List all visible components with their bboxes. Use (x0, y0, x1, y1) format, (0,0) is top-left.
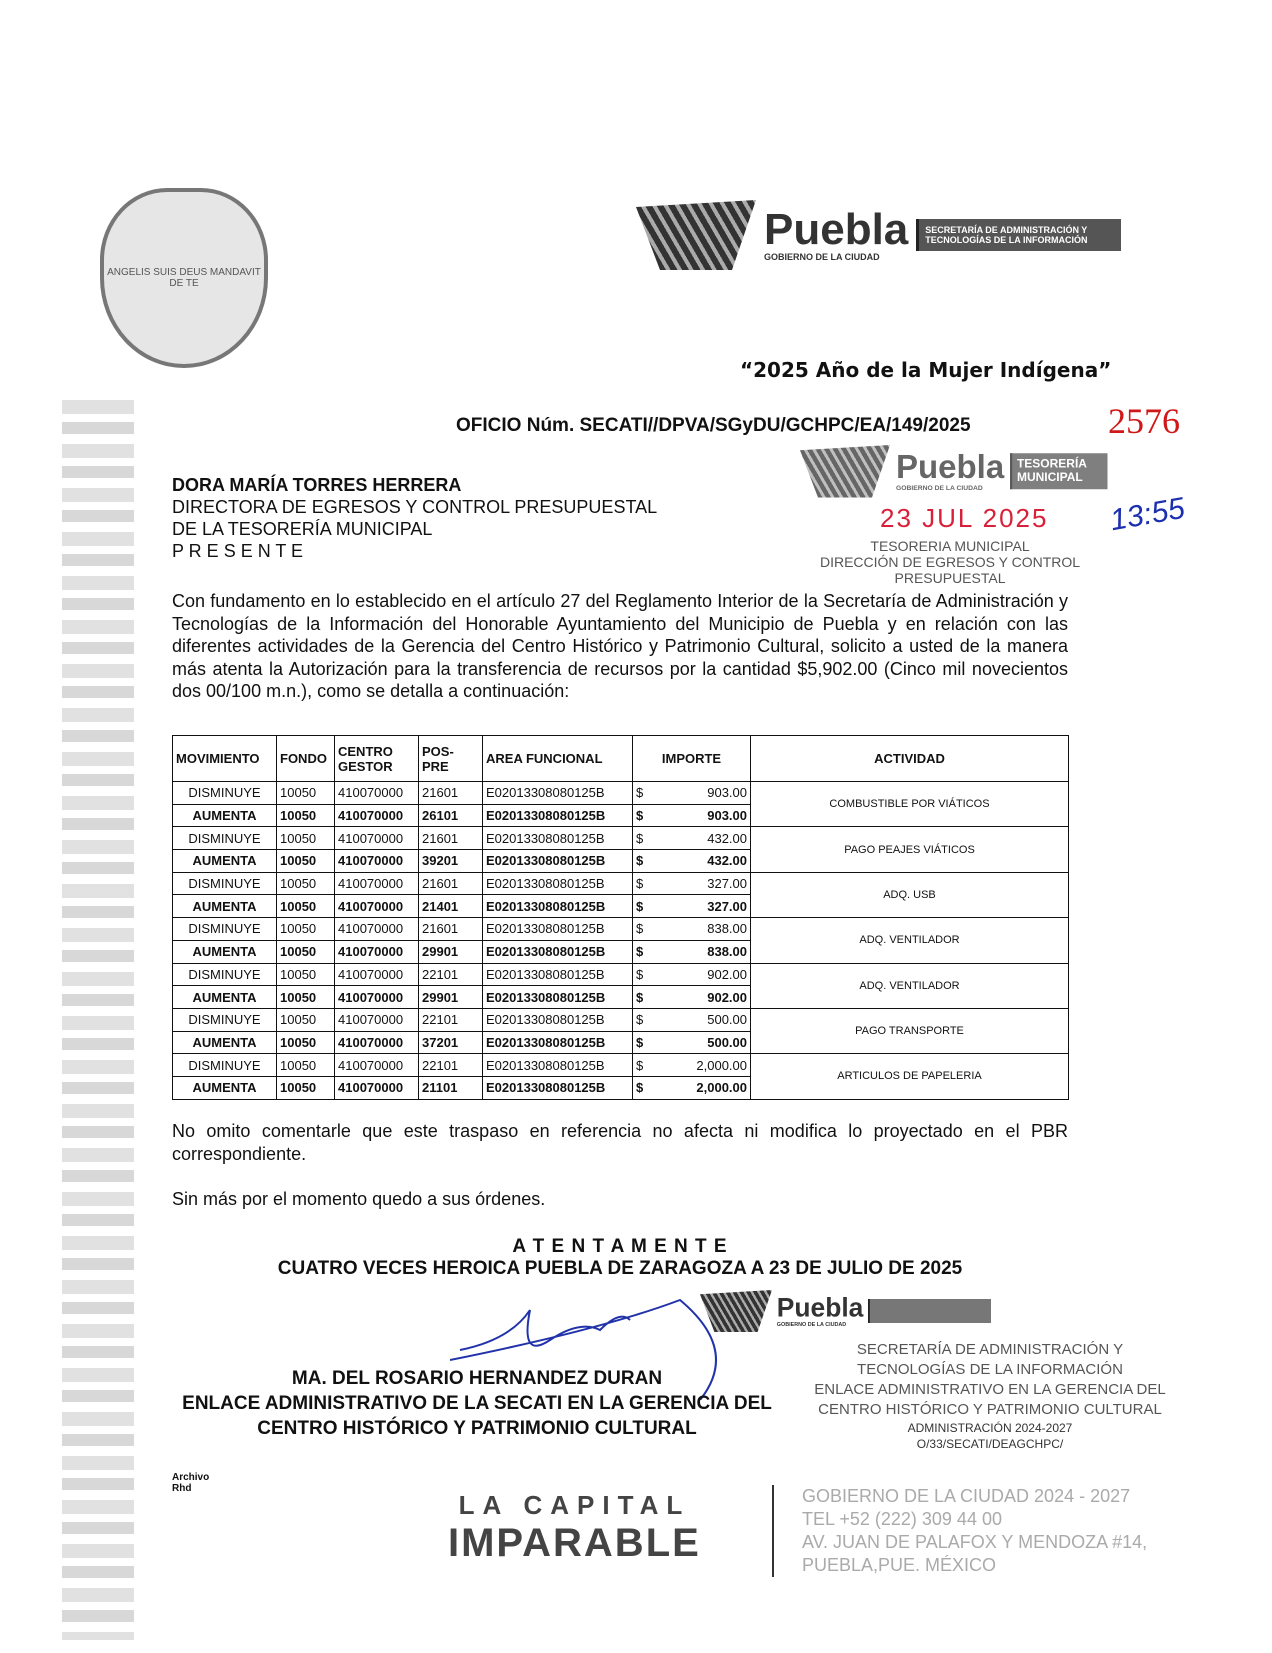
table-cell: AUMENTA (173, 986, 277, 1009)
dept-box: SECRETARÍA DE ADMINISTRACIÓN Y TECNOLOGÍAS DE LA INFORMACIÓN (916, 219, 1121, 251)
importe-cell (633, 1008, 751, 1031)
recipient-title: DIRECTORA DE EGRESOS Y CONTROL PRESUPUESTAL (172, 497, 658, 517)
table-cell: 410070000 (335, 986, 419, 1009)
recipient-name: DORA MARÍA TORRES HERRERA (172, 475, 462, 495)
amount: 838.00 (707, 944, 747, 960)
table-cell: 10050 (277, 986, 335, 1009)
importe-cell (633, 918, 751, 941)
table-cell: AUMENTA (173, 1031, 277, 1054)
table-cell: AUMENTA (173, 895, 277, 918)
table-cell: E02013308080125B (483, 782, 633, 805)
actividad-cell: ADQ. VENTILADOR (751, 918, 1069, 963)
signer-name: MA. DEL ROSARIO HERNANDEZ DURAN (291, 1368, 663, 1389)
logo-word: Puebla (896, 448, 1005, 486)
column-header: POS-PRE (419, 736, 483, 782)
actividad-cell: COMBUSTIBLE POR VIÁTICOS (751, 782, 1069, 827)
actividad-cell: PAGO TRANSPORTE (751, 1008, 1069, 1053)
table-cell: DISMINUYE (173, 1008, 277, 1031)
table-cell: 410070000 (335, 1008, 419, 1031)
currency-sign: $ (636, 1057, 644, 1073)
table-cell: 10050 (277, 850, 335, 873)
seal-text: ANGELIS SUIS DEUS MANDAVIT DE TE (107, 267, 261, 289)
table-cell: 410070000 (335, 918, 419, 941)
stamp-line: DIRECCIÓN DE EGRESOS Y CONTROL (819, 554, 1081, 570)
logo-sub: GOBIERNO DE LA CIUDAD (896, 484, 983, 492)
table-cell: 410070000 (335, 827, 419, 850)
importe-cell (633, 1076, 751, 1099)
amount: 432.00 (707, 853, 747, 869)
sender-stamp-text (800, 1340, 1180, 1452)
importe-cell (633, 804, 751, 827)
column-header: ACTIVIDAD (751, 736, 1069, 782)
table-cell: E02013308080125B (483, 918, 633, 941)
table-cell: 21601 (419, 918, 483, 941)
column-header: MOVIMIENTO (173, 736, 277, 782)
logo-sub: GOBIERNO DE LA CIUDAD (776, 1321, 847, 1328)
amount: 500.00 (707, 1012, 747, 1028)
archivo-initials: Rhd (172, 1483, 192, 1494)
importe-cell (633, 986, 751, 1009)
table-cell: 21401 (419, 895, 483, 918)
table-cell: 10050 (277, 804, 335, 827)
table-cell: 37201 (419, 1031, 483, 1054)
table-cell: E02013308080125B (483, 986, 633, 1009)
importe-cell (633, 895, 751, 918)
importe-cell (633, 782, 751, 805)
currency-sign: $ (636, 921, 644, 937)
amount: 2,000.00 (696, 1057, 747, 1073)
table-cell: 21601 (419, 782, 483, 805)
table-cell: E02013308080125B (483, 895, 633, 918)
currency-sign: $ (636, 876, 644, 892)
table-cell: 29901 (419, 940, 483, 963)
city-seal (100, 188, 268, 368)
table-cell: E02013308080125B (483, 804, 633, 827)
table-cell: 22101 (419, 1054, 483, 1077)
table-cell: 26101 (419, 804, 483, 827)
actividad-cell: ADQ. VENTILADOR (751, 963, 1069, 1008)
place-date: CUATRO VECES HEROICA PUEBLA DE ZARAGOZA A 23 DE JULIO DE 2025 (277, 1258, 963, 1279)
amount: 902.00 (707, 966, 747, 982)
table-cell: AUMENTA (173, 940, 277, 963)
slogan-line: IMPARABLE (448, 1521, 701, 1565)
table-cell: 22101 (419, 1008, 483, 1031)
column-header: IMPORTE (633, 736, 751, 782)
puebla-emblem-icon (800, 445, 890, 498)
footer-city: PUEBLA,PUE. MÉXICO (802, 1555, 997, 1575)
footer-line: GOBIERNO DE LA CIUDAD 2024 - 2027 (802, 1486, 1131, 1506)
table-cell: 10050 (277, 1008, 335, 1031)
table-cell: 410070000 (335, 1076, 419, 1099)
table-cell: 22101 (419, 963, 483, 986)
table-cell: E02013308080125B (483, 963, 633, 986)
tesoreria-box: TESORERÍA MUNICIPAL (1010, 453, 1108, 489)
importe-cell (633, 872, 751, 895)
table-cell: DISMINUYE (173, 872, 277, 895)
table-cell: 10050 (277, 940, 335, 963)
table-cell: AUMENTA (173, 804, 277, 827)
table-row (173, 1054, 1069, 1077)
table-cell: 410070000 (335, 963, 419, 986)
table-cell: AUMENTA (173, 850, 277, 873)
stamp-line: PRESUPUESTAL (894, 570, 1006, 586)
atentamente: A T E N T A M E N T E (512, 1236, 728, 1257)
table-cell: 10050 (277, 895, 335, 918)
amount: 903.00 (707, 808, 747, 824)
table-cell: E02013308080125B (483, 872, 633, 895)
signer-block (172, 1366, 782, 1441)
table-cell: 21601 (419, 872, 483, 895)
year-motto: “2025 Año de la Mujer Indígena” (740, 358, 1112, 382)
stamp-line: TESORERIA MUNICIPAL (870, 538, 1030, 554)
table-cell: DISMINUYE (173, 918, 277, 941)
currency-sign: $ (636, 966, 644, 982)
column-header: CENTRO GESTOR (335, 736, 419, 782)
oficio-number: OFICIO Núm. SECATI//DPVA/SGyDU/GCHPC/EA/149/2025 (456, 415, 971, 436)
actividad-cell: ADQ. USB (751, 872, 1069, 917)
amount: 500.00 (707, 1034, 747, 1050)
table-cell: E02013308080125B (483, 850, 633, 873)
received-date-stamp: 23 JUL 2025 (880, 503, 1049, 533)
body-paragraph: No omito comentarle que este traspaso en referencia no afecta ni modifica lo proyectado en el PBR correspondiente. (172, 1121, 1068, 1164)
table-cell: 410070000 (335, 1054, 419, 1077)
table-cell: 10050 (277, 1031, 335, 1054)
table-cell: DISMINUYE (173, 782, 277, 805)
recipient-block (172, 474, 657, 562)
table-cell: E02013308080125B (483, 940, 633, 963)
column-header: FONDO (277, 736, 335, 782)
presente: P R E S E N T E (172, 541, 304, 561)
table-cell: 410070000 (335, 1031, 419, 1054)
signer-role: CENTRO HISTÓRICO Y PATRIMONIO CULTURAL (257, 1418, 697, 1439)
puebla-header-logo (636, 200, 1121, 270)
table-cell: 410070000 (335, 940, 419, 963)
table-row (173, 963, 1069, 986)
stamp-line: O/33/SECATI/DEAGCHPC/ (916, 1437, 1064, 1451)
currency-sign: $ (636, 944, 644, 960)
table-cell: 10050 (277, 1076, 335, 1099)
importe-cell (633, 1054, 751, 1077)
table-row (173, 782, 1069, 805)
archivo-label: Archivo (172, 1472, 210, 1483)
currency-sign: $ (636, 898, 644, 914)
closing-block (172, 1236, 1068, 1280)
stamp-line: SECRETARÍA DE ADMINISTRACIÓN Y (856, 1341, 1124, 1358)
table-cell: 410070000 (335, 804, 419, 827)
table-cell: DISMINUYE (173, 1054, 277, 1077)
table-cell: 10050 (277, 963, 335, 986)
currency-sign: $ (636, 785, 644, 801)
stamp-line: CENTRO HISTÓRICO Y PATRIMONIO CULTURAL (818, 1401, 1162, 1418)
currency-sign: $ (636, 1012, 644, 1028)
table-cell: 10050 (277, 782, 335, 805)
amount: 903.00 (707, 785, 747, 801)
body-paragraph: Con fundamento en lo establecido en el artículo 27 del Reglamento Interior de la Secretaría de Administración y Tecnologías de la Información del Honorable Ayuntamiento del Municipio de Puebla y en relación con las diferentes actividades de la Gerencia del Centro Histórico y Patrimonio Cultural, solicito a usted de la manera más atenta la Autorización para la transferencia de recursos por la cantidad $5,902.00 (Cinco mil novecientos dos 00/100 m.n.), como se detalla a continuación: (172, 591, 1068, 701)
table-row (173, 918, 1069, 941)
decorative-side-border (62, 400, 134, 1640)
stamp-line: ENLACE ADMINISTRATIVO EN LA GERENCIA DEL (814, 1381, 1166, 1398)
currency-sign: $ (636, 830, 644, 846)
table-cell: DISMINUYE (173, 963, 277, 986)
table-cell: 10050 (277, 827, 335, 850)
importe-cell (633, 827, 751, 850)
actividad-cell: PAGO PEAJES VIÁTICOS (751, 827, 1069, 872)
amount: 2,000.00 (696, 1080, 747, 1096)
table-cell: E02013308080125B (483, 1076, 633, 1099)
logo-word: Puebla (776, 1293, 864, 1323)
amount: 838.00 (707, 921, 747, 937)
currency-sign: $ (636, 853, 644, 869)
signer-role: ENLACE ADMINISTRATIVO DE LA SECATI EN LA GERENCIA DEL (182, 1393, 772, 1414)
table-cell: E02013308080125B (483, 1054, 633, 1077)
column-header: AREA FUNCIONAL (483, 736, 633, 782)
stamp-line: ADMINISTRACIÓN 2024-2027 (907, 1421, 1073, 1435)
received-time-handwritten: 13:55 (1107, 491, 1188, 538)
table-cell: E02013308080125B (483, 1008, 633, 1031)
table-cell: 410070000 (335, 782, 419, 805)
logo-word: Puebla (764, 205, 909, 254)
table-cell: DISMINUYE (173, 827, 277, 850)
table-row (173, 872, 1069, 895)
table-cell: AUMENTA (173, 1076, 277, 1099)
folio-number: 2576 (1108, 401, 1180, 441)
importe-cell (633, 1031, 751, 1054)
table-row (173, 827, 1069, 850)
table-cell: 29901 (419, 986, 483, 1009)
table-cell: 39201 (419, 850, 483, 873)
amount: 327.00 (707, 898, 747, 914)
table-cell: E02013308080125B (483, 1031, 633, 1054)
table-cell: 10050 (277, 918, 335, 941)
amount: 327.00 (707, 876, 747, 892)
table-cell: 410070000 (335, 895, 419, 918)
table-cell: 10050 (277, 872, 335, 895)
stamp-line: TECNOLOGÍAS DE LA INFORMACIÓN (857, 1361, 1123, 1378)
body-paragraph: Sin más por el momento quedo a sus órdenes. (172, 1189, 546, 1209)
currency-sign: $ (636, 808, 644, 824)
importe-cell (633, 940, 751, 963)
slogan-logo (448, 1490, 701, 1566)
currency-sign: $ (636, 1034, 644, 1050)
footer-contact (772, 1485, 1147, 1577)
footer-address: AV. JUAN DE PALAFOX Y MENDOZA #14, (802, 1532, 1148, 1552)
recipient-title: DE LA TESORERÍA MUNICIPAL (172, 519, 433, 539)
importe-cell (633, 963, 751, 986)
table-cell: 21101 (419, 1076, 483, 1099)
logo-sub: GOBIERNO DE LA CIUDAD (764, 252, 880, 262)
table-cell: E02013308080125B (483, 827, 633, 850)
archivo-note (172, 1472, 209, 1494)
importe-cell (633, 850, 751, 873)
table-row (173, 1008, 1069, 1031)
transfer-table (172, 735, 1069, 1100)
puebla-emblem-icon (636, 200, 756, 270)
currency-sign: $ (636, 989, 644, 1005)
slogan-line: LA CAPITAL (458, 1490, 691, 1520)
currency-sign: $ (636, 1080, 644, 1096)
amount: 432.00 (707, 830, 747, 846)
actividad-cell: ARTICULOS DE PAPELERIA (751, 1054, 1069, 1099)
received-stamp-logo (800, 445, 1108, 498)
table-cell: 410070000 (335, 850, 419, 873)
table-cell: 21601 (419, 827, 483, 850)
received-stamp-text (800, 538, 1100, 586)
amount: 902.00 (707, 989, 747, 1005)
footer-phone: TEL +52 (222) 309 44 00 (802, 1509, 1002, 1529)
table-cell: 410070000 (335, 872, 419, 895)
table-cell: 10050 (277, 1054, 335, 1077)
